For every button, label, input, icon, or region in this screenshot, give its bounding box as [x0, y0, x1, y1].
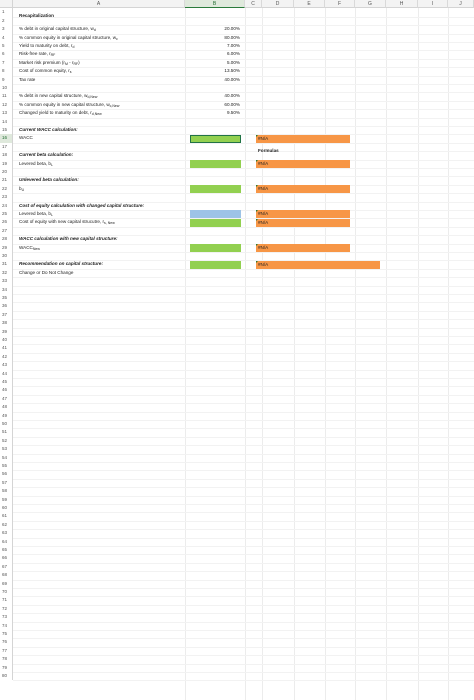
row-header-36[interactable]: 36 [0, 302, 13, 310]
row-label [19, 210, 53, 218]
row-label [19, 160, 53, 168]
formula-result: #N/A [258, 135, 269, 141]
row-header-41[interactable]: 41 [0, 344, 13, 352]
column-header-G[interactable]: G [355, 0, 386, 8]
row-header-60[interactable]: 60 [0, 504, 13, 512]
row-header-37[interactable]: 37 [0, 311, 13, 319]
row-header-75[interactable]: 75 [0, 630, 13, 638]
row-label [19, 92, 97, 100]
row-header-21[interactable]: 21 [0, 176, 13, 184]
row-header-30[interactable]: 30 [0, 252, 13, 260]
grid-row-line [13, 428, 474, 429]
row-header-29[interactable]: 29 [0, 244, 13, 252]
recommendation-answer-cell[interactable] [190, 261, 241, 269]
row-header-71[interactable]: 71 [0, 596, 13, 604]
label-text: Market risk premium (r [19, 59, 65, 65]
label-text: Levered beta, b [19, 211, 51, 216]
row-label [19, 176, 79, 184]
label-subscript: L [50, 213, 53, 217]
row-header-34[interactable]: 34 [0, 286, 13, 294]
grid-row-line [13, 571, 474, 572]
grid-row-line [13, 529, 474, 530]
label-text: Risk-free rate, r [19, 51, 51, 57]
row-header-64[interactable]: 64 [0, 538, 13, 546]
grid-row-line [13, 361, 474, 362]
answer-cell[interactable] [190, 185, 241, 193]
row-header-12[interactable]: 12 [0, 101, 13, 109]
row-header-78[interactable]: 78 [0, 655, 13, 663]
row-header-40[interactable]: 40 [0, 336, 13, 344]
label-text: % common equity in new capital structure, w [19, 101, 110, 107]
column-header-F[interactable]: F [325, 0, 355, 8]
column-header-C[interactable]: C [245, 0, 262, 8]
row-header-55[interactable]: 55 [0, 462, 13, 470]
row-header-39[interactable]: 39 [0, 328, 13, 336]
row-label [19, 59, 80, 67]
row-header-52[interactable]: 52 [0, 437, 13, 445]
row-label [19, 202, 144, 210]
row-header-77[interactable]: 77 [0, 647, 13, 655]
grid-row-line [13, 479, 474, 480]
formula-cell[interactable] [256, 210, 350, 218]
column-header-A[interactable]: A [13, 0, 185, 8]
row-header-73[interactable]: 73 [0, 613, 13, 621]
grid-row-line [13, 403, 474, 404]
grid-row-line [13, 168, 474, 169]
grid-row-line [13, 554, 474, 555]
row-header-7[interactable]: 7 [0, 59, 13, 67]
row-label [19, 244, 40, 252]
row-header-50[interactable]: 50 [0, 420, 13, 428]
answer-cell[interactable] [190, 244, 241, 252]
grid-row-line [13, 193, 474, 194]
select-all-corner[interactable] [0, 0, 13, 8]
grid-row-line [13, 378, 474, 379]
grid-row-line [13, 244, 474, 245]
formula-cell[interactable] [256, 185, 350, 193]
formula-cell[interactable] [256, 219, 350, 227]
label-subscript: M [64, 61, 68, 66]
row-header-65[interactable]: 65 [0, 546, 13, 554]
row-label [19, 260, 103, 268]
grid-row-line [13, 84, 474, 85]
answer-cell[interactable] [190, 135, 241, 143]
row-header-4[interactable]: 4 [0, 34, 13, 42]
row-header-18[interactable]: 18 [0, 151, 13, 159]
row-header-24[interactable]: 24 [0, 202, 13, 210]
grid-row-line [13, 269, 474, 270]
grid-row-line [13, 59, 474, 60]
row-header-66[interactable]: 66 [0, 554, 13, 562]
row-header-1[interactable]: 1 [0, 8, 13, 16]
grid-row-line [13, 605, 474, 606]
label-subscript: s, New [104, 221, 115, 226]
formula-cell[interactable] [256, 160, 350, 168]
label-text: Current beta calculation: [19, 152, 74, 158]
grid-row-line [13, 613, 474, 614]
label-text: Cost of equity with new capital strucutre, r [19, 219, 105, 225]
grid-row-line [13, 160, 474, 161]
grid-row-line [13, 563, 474, 564]
grid-row-line [13, 504, 474, 505]
row-header-43[interactable]: 43 [0, 361, 13, 369]
grid-row-line [13, 420, 474, 421]
row-header-57[interactable]: 57 [0, 479, 13, 487]
input-value-cell[interactable]: 40.00% [224, 93, 240, 99]
formula-cell[interactable] [256, 135, 350, 143]
row-header-42[interactable]: 42 [0, 353, 13, 361]
input-value-cell[interactable]: 20.00% [224, 26, 240, 32]
formula-result: #N/A [258, 160, 269, 166]
input-value-cell[interactable]: 9.50% [226, 110, 240, 116]
label-subscript: c,New [109, 103, 120, 108]
answer-cell[interactable] [190, 219, 241, 227]
row-header-63[interactable]: 63 [0, 529, 13, 537]
grid-row-line [13, 252, 474, 253]
grid-row-line [13, 328, 474, 329]
grid-row-line [13, 311, 474, 312]
row-header-26[interactable]: 26 [0, 218, 13, 226]
row-header-59[interactable]: 59 [0, 496, 13, 504]
grid-row-line [13, 76, 474, 77]
row-header-28[interactable]: 28 [0, 235, 13, 243]
grid-row-line [13, 580, 474, 581]
row-header-6[interactable]: 6 [0, 50, 13, 58]
label-subscript: RF [50, 53, 56, 58]
label-text: ) [78, 59, 80, 65]
row-label [19, 134, 33, 142]
grid-row-line [13, 176, 474, 177]
row-header-16[interactable]: 16 [0, 134, 13, 142]
row-header-67[interactable]: 67 [0, 563, 13, 571]
column-header-D[interactable]: D [262, 0, 294, 8]
label-subscript: d [93, 28, 96, 33]
grid-row-line [13, 302, 474, 303]
recommendation-formula-cell[interactable] [256, 261, 380, 269]
label-subscript: s [69, 70, 72, 75]
grid-row-line [13, 512, 474, 513]
grid-row-line [13, 647, 474, 648]
sheet-title: Recapitalization [19, 13, 54, 19]
label-subscript: L [50, 162, 53, 167]
row-label [19, 269, 73, 277]
grid-row-line [13, 655, 474, 656]
row-header-15[interactable]: 15 [0, 126, 13, 134]
row-header-33[interactable]: 33 [0, 277, 13, 285]
column-header-J[interactable]: J [448, 0, 474, 8]
row-label [19, 101, 119, 109]
label-subscript: U [21, 187, 25, 192]
grid-row-line [13, 185, 474, 186]
answer-cell[interactable] [190, 210, 241, 218]
row-label [19, 76, 35, 84]
label-text: Changed yield to maturity on debt, r [19, 110, 92, 116]
grid-row-line [13, 496, 474, 497]
grid-row-line [13, 395, 474, 396]
row-label [19, 218, 115, 226]
grid-row-line [13, 50, 474, 51]
label-text: WACC calculation with new capital structure: [19, 236, 118, 242]
grid-row-line [13, 538, 474, 539]
row-header-76[interactable]: 76 [0, 638, 13, 646]
row-label [19, 235, 118, 243]
label-text: % debt in original capital structure, w [19, 26, 94, 32]
label-subscript: c [116, 36, 118, 41]
label-text: Tax rate [19, 76, 36, 82]
formula-result: #N/A [258, 186, 269, 191]
label-text: Levered beta, b [19, 160, 51, 166]
grid-row-line [13, 462, 474, 463]
row-header-44[interactable]: 44 [0, 370, 13, 378]
grid-row-line [13, 638, 474, 639]
grid-row-line [13, 386, 474, 387]
row-header-62[interactable]: 62 [0, 521, 13, 529]
row-header-68[interactable]: 68 [0, 571, 13, 579]
grid-row-line [13, 412, 474, 413]
row-header-38[interactable]: 38 [0, 319, 13, 327]
label-text: - r [67, 59, 74, 65]
label-subscript: d,New [91, 112, 102, 117]
grid-row-line [13, 588, 474, 589]
row-header-80[interactable]: 80 [0, 672, 13, 680]
row-header-9[interactable]: 9 [0, 76, 13, 84]
column-header-B[interactable]: B [185, 0, 245, 8]
row-header-70[interactable]: 70 [0, 588, 13, 596]
grid-row-line [13, 454, 474, 455]
grid-row-line [13, 630, 474, 631]
row-header-19[interactable]: 19 [0, 160, 13, 168]
row-header-8[interactable]: 8 [0, 67, 13, 75]
row-header-14[interactable]: 14 [0, 118, 13, 126]
row-header-27[interactable]: 27 [0, 227, 13, 235]
row-header-48[interactable]: 48 [0, 403, 13, 411]
row-header-45[interactable]: 45 [0, 378, 13, 386]
formula-result: #N/A [258, 244, 269, 250]
label-text: Yield to maturity on debt, r [19, 43, 73, 48]
row-label [19, 185, 24, 193]
row-header-5[interactable]: 5 [0, 42, 13, 50]
grid-row-line [13, 286, 474, 287]
formula-result: #N/A [258, 211, 269, 217]
label-subscript: New [32, 246, 40, 251]
row-header-53[interactable]: 53 [0, 445, 13, 453]
row-header-31[interactable]: 31 [0, 260, 13, 268]
label-text: Current WACC calculation: [19, 127, 78, 132]
row-header-13[interactable]: 13 [0, 109, 13, 117]
row-header-61[interactable]: 61 [0, 512, 13, 520]
row-header-20[interactable]: 20 [0, 168, 13, 176]
grid-row-line [13, 672, 474, 673]
formula-cell[interactable] [256, 244, 350, 252]
input-value-cell[interactable]: 5.00% [226, 59, 240, 65]
label-subscript: RF [73, 61, 79, 66]
row-label [19, 151, 73, 159]
label-text: b [19, 185, 22, 191]
label-text: Unlevered beta calculation: [19, 177, 79, 183]
grid-row-line [13, 210, 474, 211]
row-label [19, 25, 96, 33]
row-header-56[interactable]: 56 [0, 470, 13, 478]
row-label [19, 34, 118, 42]
grid-row-line [13, 353, 474, 354]
grid-row-line [13, 143, 474, 144]
grid-row-line [13, 437, 474, 438]
row-header-25[interactable]: 25 [0, 210, 13, 218]
grid-row-line [13, 470, 474, 471]
row-header-22[interactable]: 22 [0, 185, 13, 193]
grid-row-line [13, 487, 474, 488]
grid-row-line [13, 336, 474, 337]
grid-row-line [13, 664, 474, 665]
grid-row-line [13, 370, 474, 371]
grid-row-line [13, 445, 474, 446]
input-value-cell[interactable]: 7.00% [226, 43, 240, 48]
grid-row-line [13, 277, 474, 278]
label-text: Cost of equity calculation with changed capital structure: [19, 202, 145, 208]
label-text: Recommendation on capital structure: [19, 261, 103, 267]
formula-result: #N/A [258, 219, 269, 225]
row-label [19, 126, 78, 134]
row-header-3[interactable]: 3 [0, 25, 13, 33]
grid-row-line [13, 294, 474, 295]
row-header-2[interactable]: 2 [0, 17, 13, 25]
row-header-46[interactable]: 46 [0, 386, 13, 394]
grid-row-line [13, 134, 474, 135]
input-value-cell[interactable]: 40.00% [224, 76, 240, 82]
row-header-54[interactable]: 54 [0, 454, 13, 462]
row-header-72[interactable]: 72 [0, 605, 13, 613]
label-text: % debt in new capital structure, w [19, 93, 88, 99]
recommendation-formula-result: #N/A [258, 261, 269, 267]
answer-cell[interactable] [190, 160, 241, 168]
grid-row-line [13, 67, 474, 68]
row-label [19, 67, 71, 75]
input-value-cell[interactable]: 80.00% [224, 34, 240, 40]
grid-row-line [13, 596, 474, 597]
row-label [19, 50, 55, 58]
grid-row-line [13, 319, 474, 320]
row-header-35[interactable]: 35 [0, 294, 13, 302]
row-header-49[interactable]: 49 [0, 412, 13, 420]
grid-row-line [13, 151, 474, 152]
label-text: % common equity in original capital structure, w [19, 34, 117, 40]
row-header-69[interactable]: 69 [0, 580, 13, 588]
grid-row-line [13, 42, 474, 43]
column-header-H[interactable]: H [386, 0, 418, 8]
row-header-47[interactable]: 47 [0, 395, 13, 403]
grid-row-line [13, 521, 474, 522]
row-label [19, 42, 74, 50]
label-text: Change or Do Not Change [19, 269, 74, 275]
row-header-32[interactable]: 32 [0, 269, 13, 277]
label-text: WACC [19, 135, 33, 141]
row-header-17[interactable]: 17 [0, 143, 13, 151]
grid-row-line [13, 622, 474, 623]
row-header-58[interactable]: 58 [0, 487, 13, 495]
column-header-I[interactable]: I [418, 0, 448, 8]
row-header-10[interactable]: 10 [0, 84, 13, 92]
row-header-74[interactable]: 74 [0, 622, 13, 630]
grid-row-line [13, 546, 474, 547]
label-text: WACC [19, 244, 33, 250]
row-header-51[interactable]: 51 [0, 428, 13, 436]
row-header-23[interactable]: 23 [0, 193, 13, 201]
grid-row-line [13, 17, 474, 18]
grid-row-line [13, 680, 474, 681]
grid-row-line [13, 126, 474, 127]
grid-row-line [13, 344, 474, 345]
formulas-heading: Formulas [258, 147, 279, 153]
label-subscript: d [72, 45, 75, 49]
label-subscript: d,New [87, 95, 98, 100]
column-header-E[interactable]: E [294, 0, 325, 8]
label-text: Cost of common equity, r [19, 68, 70, 74]
row-header-11[interactable]: 11 [0, 92, 13, 100]
input-value-cell[interactable]: 60.00% [224, 101, 240, 107]
input-value-cell[interactable]: 6.00% [226, 51, 240, 57]
input-value-cell[interactable]: 13.50% [224, 68, 240, 74]
row-header-79[interactable]: 79 [0, 664, 13, 672]
row-label [19, 109, 102, 117]
